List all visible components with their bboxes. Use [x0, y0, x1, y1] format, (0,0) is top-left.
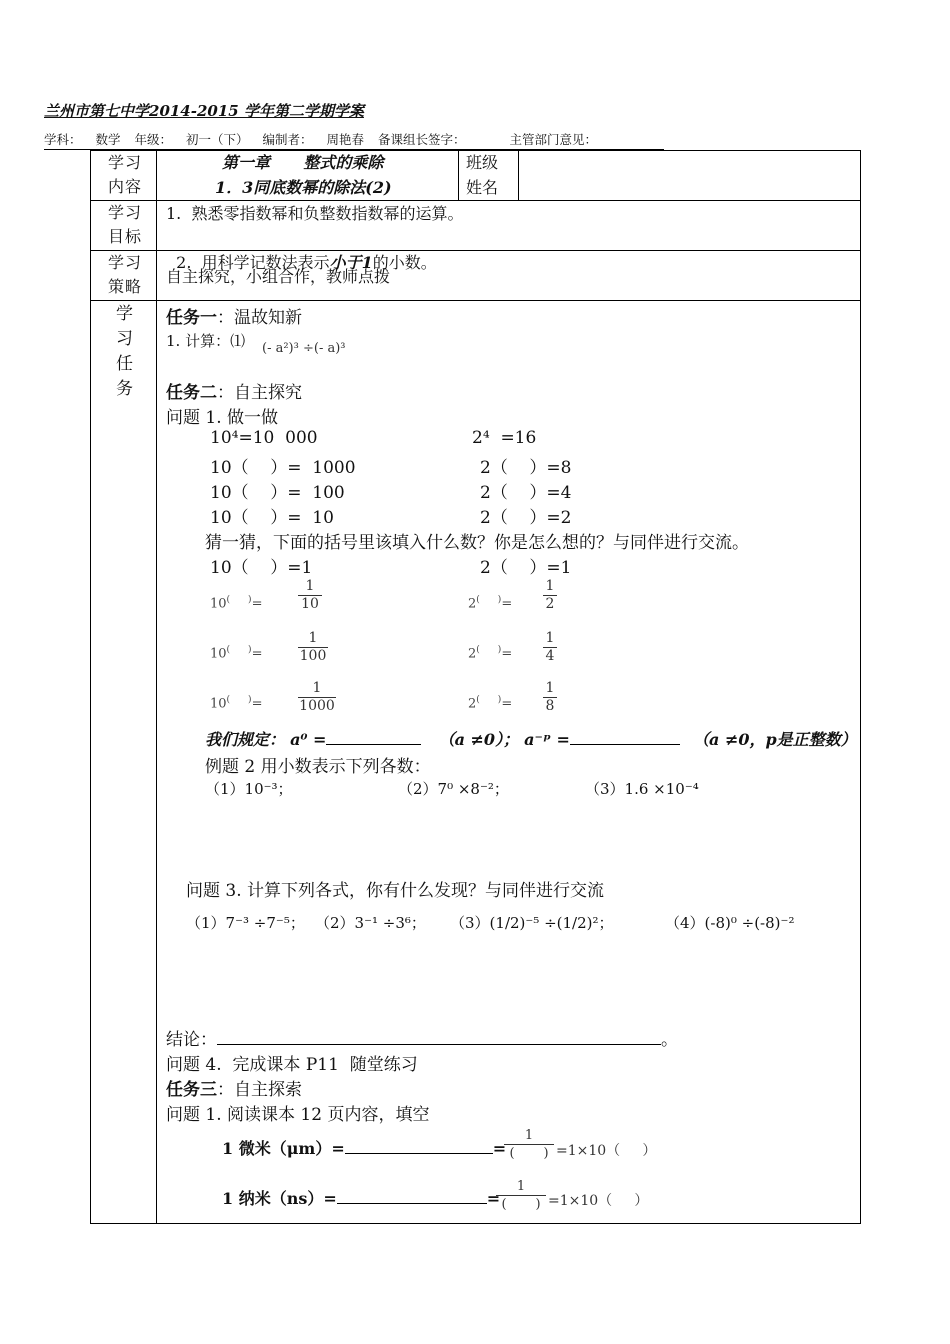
power-ten-row: 10（ ）= 10	[210, 508, 334, 528]
fraction-den: 100	[299, 648, 327, 664]
task-2-rest: ：自主探究	[217, 383, 302, 403]
question-1: 问题 1. 做一做	[166, 408, 279, 428]
goal-2-emphasis: 小于1	[329, 253, 373, 272]
fraction-den: 2	[545, 596, 555, 612]
rule-a0: a⁰ =	[290, 730, 327, 749]
calc-expression: (- a²)³ ÷(- a)³	[262, 341, 346, 356]
micrometer-blank[interactable]	[345, 1153, 493, 1154]
base-ten: 10( )=	[210, 645, 263, 662]
task-2-heading	[166, 378, 302, 403]
power-two-row: 2（ ）=4	[480, 483, 572, 503]
fraction	[543, 680, 557, 715]
tasks-label-char: 习	[116, 329, 134, 349]
rule-blank-2[interactable]	[570, 744, 680, 745]
question-3-item: （4）(-8)⁰ ÷(-8)⁻²	[665, 914, 795, 932]
guess-prompt: 猜一猜，下面的括号里该填入什么数？你是怎么想的？与同伴进行交流。	[205, 533, 749, 553]
task-1-heading	[166, 303, 302, 328]
fraction-den: 1000	[299, 698, 335, 714]
grade-value: 初一（下）	[186, 132, 249, 147]
name-label: 姓名	[466, 178, 499, 197]
power-ten-row: 10（ ）= 1000	[210, 458, 356, 478]
task-3-heading	[166, 1075, 302, 1100]
tasks-label-char: 务	[116, 379, 134, 399]
fraction-num: 1	[524, 1128, 534, 1143]
author-value: 周艳春	[326, 132, 365, 147]
task-1-rest: ：温故知新	[217, 308, 302, 328]
question-3: 问题 3. 计算下列各式，你有什么发现？与同伴进行交流	[186, 881, 605, 901]
table-divider	[458, 150, 459, 200]
base-two: 2( )=	[468, 645, 513, 662]
fraction-den: 4	[545, 648, 555, 664]
author-label: 编制者：	[262, 132, 313, 147]
chapter-title: 第一章 整式的乘除	[222, 153, 384, 172]
base-two: 2( )=	[468, 595, 513, 612]
fraction-den: ( )	[501, 1197, 541, 1212]
task-3-rest: ：自主探索	[217, 1080, 302, 1100]
tasks-label	[110, 302, 140, 402]
rule-label: 我们规定：	[205, 730, 286, 749]
rule-cond-2: （a ≠0，p是正整数）	[693, 730, 857, 749]
guess-two: 2（ ）=1	[480, 558, 572, 578]
nanometer-label: 1 纳米（ns）=	[222, 1189, 337, 1208]
fraction	[543, 630, 557, 665]
conclusion-blank[interactable]	[217, 1044, 661, 1045]
fraction-num: 1	[312, 680, 322, 696]
fraction	[298, 630, 328, 665]
strategy-label: 学习策略	[107, 253, 142, 296]
fraction-num: 1	[545, 578, 555, 594]
power-two-row: 2（ ）=8	[480, 458, 572, 478]
goal-1: 1. 熟悉零指数幂和负整数指数幂的运算。	[166, 204, 464, 223]
nanometer-sci: =1×10（ ）	[548, 1193, 649, 1209]
worksheet-meta	[44, 130, 664, 150]
table-divider	[90, 300, 861, 301]
sign-label: 备课组长签字：	[378, 132, 466, 147]
nanometer-fraction	[496, 1178, 546, 1213]
example-2: 例题 2 用小数表示下列各数：	[205, 757, 431, 777]
dept-label: 主管部门意见：	[509, 132, 598, 147]
grade-label: 年级：	[134, 132, 173, 147]
fraction	[298, 680, 336, 715]
table-divider	[518, 150, 519, 200]
example-2-item: （2）7⁰ ×8⁻²；	[398, 780, 509, 798]
table-divider	[156, 150, 157, 1224]
goal-2-text: 2. 用科学记数法表示	[176, 253, 330, 272]
rule-ap: a⁻ᵖ =	[524, 730, 570, 749]
power-two-row: 2（ ）=2	[480, 508, 572, 528]
strategy-text: 自主探究，小组合作，教师点拨	[166, 267, 391, 286]
fraction-num: 1	[545, 630, 555, 646]
base-ten: 10( )=	[210, 595, 263, 612]
base-ten: 10( )=	[210, 695, 263, 712]
micrometer-line	[222, 1136, 506, 1159]
fraction	[298, 578, 322, 613]
fraction-num: 1	[305, 578, 315, 594]
question-3-item: （1）7⁻³ ÷7⁻⁵；	[186, 914, 305, 932]
rule-blank-1[interactable]	[326, 744, 421, 745]
example-2-item: （3）1.6 ×10⁻⁴	[585, 780, 699, 798]
tasks-label-char: 任	[116, 354, 134, 374]
fraction-den: ( )	[509, 1146, 549, 1161]
question-3-item: （3）(1/2)⁻⁵ ÷(1/2)²；	[450, 914, 614, 932]
fraction	[543, 578, 557, 613]
goals-label: 学习目标	[107, 203, 142, 246]
nanometer-blank[interactable]	[337, 1203, 487, 1204]
question-4: 问题 4. 完成课本 P11 随堂练习	[166, 1055, 418, 1075]
conclusion-label: 结论：	[166, 1030, 217, 1050]
rule-cond-1: （a ≠0）；	[438, 730, 520, 749]
equals: =	[492, 1139, 507, 1158]
nanometer-line	[222, 1186, 500, 1209]
worksheet-title: 兰州市第七中学2014-2015 学年第二学期学案	[44, 102, 364, 120]
content-label: 学习内容	[107, 153, 142, 196]
table-divider	[90, 200, 861, 201]
power-two-row: 2⁴ =16	[472, 428, 537, 448]
power-ten-row: 10（ ）= 100	[210, 483, 345, 503]
fraction-den: 8	[545, 698, 555, 714]
conclusion-line	[166, 1025, 678, 1050]
task-1-bold: 任务一	[166, 308, 217, 328]
micrometer-label: 1 微米（μm）=	[222, 1139, 345, 1158]
question-3-item: （2）3⁻¹ ÷3⁶；	[315, 914, 426, 932]
goal-2-end: 的小数。	[372, 253, 437, 272]
example-2-item: （1）10⁻³；	[205, 780, 293, 798]
task-3-bold: 任务三	[166, 1080, 217, 1100]
micrometer-sci: =1×10（ ）	[556, 1143, 657, 1159]
power-ten-row: 10⁴=10 000	[210, 428, 318, 448]
subject-label: 学科：	[44, 132, 82, 147]
lesson-title: 1．3同底数幂的除法(2)	[215, 178, 392, 197]
tasks-label-char: 学	[116, 304, 134, 324]
fraction-num: 1	[545, 680, 555, 696]
calc-label: 1. 计算：⑴	[166, 332, 246, 350]
class-label: 班级	[466, 153, 499, 172]
fraction-num: 1	[516, 1179, 526, 1194]
base-two: 2( )=	[468, 695, 513, 712]
question-1b: 问题 1. 阅读课本 12 页内容，填空	[166, 1105, 430, 1125]
rule-line	[205, 727, 857, 750]
equals: =	[486, 1189, 501, 1208]
guess-ten: 10（ ）=1	[210, 558, 313, 578]
fraction-den: 10	[301, 596, 319, 612]
fraction-num: 1	[308, 630, 318, 646]
conclusion-end: 。	[661, 1030, 678, 1050]
task-2-bold: 任务二	[166, 383, 217, 403]
micrometer-fraction	[504, 1127, 554, 1162]
subject-value: 数学	[95, 132, 121, 147]
